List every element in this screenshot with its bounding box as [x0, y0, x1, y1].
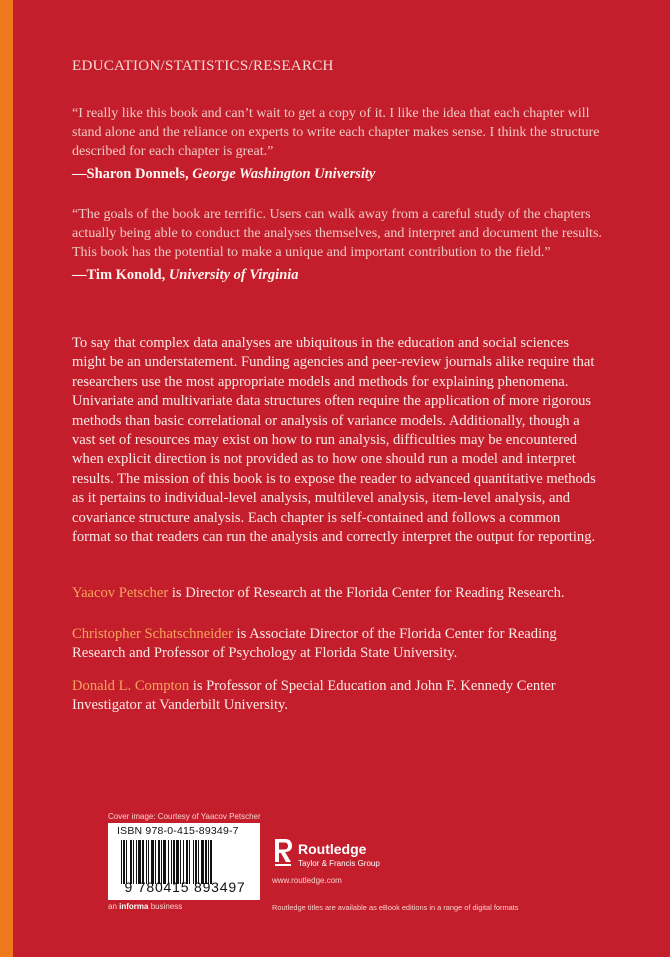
barcode-bar [126, 840, 127, 884]
barcode-bar [210, 840, 212, 884]
isbn-number: ISBN 978-0-415-89349-7 [117, 825, 239, 837]
informa-prefix: an [108, 902, 117, 911]
endorsement-quote [72, 205, 602, 285]
editor-name: Christopher Schatschneider [72, 626, 233, 642]
barcode-bar [176, 840, 179, 884]
editor-bio [72, 677, 612, 716]
barcode-bar [201, 840, 204, 884]
barcode-bar [171, 840, 172, 884]
editor-name: Yaacov Petscher [72, 585, 169, 601]
publisher-name: Routledge [298, 841, 367, 857]
barcode-bar [189, 840, 190, 884]
barcode-bar [163, 840, 166, 884]
editor-bio-text: is Director of Research at the Florida Center for Reading Research. [168, 585, 565, 601]
barcode-bar [121, 840, 122, 884]
quote-institution: George Washington University [192, 166, 376, 182]
barcode-bar [193, 840, 194, 884]
barcode-bar [133, 840, 134, 884]
endorsement-quote [72, 104, 602, 184]
barcode-bar [205, 840, 207, 884]
barcode-bar [173, 840, 175, 884]
spine-accent-strip [0, 0, 13, 957]
editor-name: Donald L. Compton [72, 678, 190, 694]
informa-business-tag [108, 902, 182, 911]
publisher-url[interactable]: www.routledge.com [272, 876, 342, 885]
cover-image-credit: Cover image: Courtesy of Yaacov Petscher [108, 812, 261, 821]
quote-author: —Tim Konold, [72, 267, 166, 283]
barcode-bar [146, 840, 147, 884]
barcode-bar [198, 840, 199, 884]
barcode-bars [121, 840, 247, 884]
quote-institution: University of Virginia [168, 267, 299, 283]
barcode-bar [161, 840, 162, 884]
routledge-logo-icon [272, 836, 294, 872]
quote-attribution [72, 266, 602, 285]
editor-bio [72, 625, 612, 664]
informa-suffix: business [150, 902, 183, 911]
category-label: EDUCATION/STATISTICS/RESEARCH [72, 58, 334, 74]
barcode-bar [183, 840, 184, 884]
quote-text: “I really like this book and can’t wait to get a copy of it. I like the idea that each chapter will stand alone and the reliance on experts to write each chapter makes sense. I think the structure described for each chapter is great.” [72, 106, 600, 159]
barcode-bar [130, 840, 132, 884]
barcode-bar [142, 840, 144, 884]
isbn-barcode [108, 823, 260, 900]
barcode-bar [123, 840, 125, 884]
quote-author: —Sharon Donnels, [72, 166, 189, 182]
barcode-bar [168, 840, 169, 884]
editor-bio-text: is Associate Director of the Florida Center for Reading Research and Professor of Psychology at Florida State University. [72, 626, 557, 662]
barcode-bar [151, 840, 154, 884]
barcode-bar [180, 840, 181, 884]
informa-logo-text: informa [119, 902, 149, 911]
editor-bio [72, 584, 612, 603]
barcode-bar [208, 840, 209, 884]
book-description: To say that complex data analyses are ubiquitous in the education and social sciences might be an understatement. Funding agencies and peer-review journals alike require that researchers use the most appropriate models and methods for explaining phenomena. Univariate and multivariate data structures often require the application of more rigorous methods than basic correlational or analysis of variance models. Additionally, though a vast set of resources may exist on how to run analysis, difficulties may be encountered when explicit direction is not provided as to how one should run a model and interpret results. The mission of this book is to expose the reader to advanced quantitative methods as it pertains to individual-level analysis, multilevel analysis, item-level analysis, and covariance structure analysis. Each chapter is self-contained and follows a common format so that readers can run the analysis and correctly interpret the output for reporting. [72, 335, 596, 546]
editor-bio-text: is Professor of Special Education and John F. Kennedy Center Investigator at Vanderbilt University. [72, 678, 556, 714]
barcode-bar [155, 840, 156, 884]
quote-text: “The goals of the book are terrific. Users can walk away from a careful study of the chapters actually being able to conduct the analyses themselves, and interpret and document the results. This book has the potential to make a unique and important contribution to the field.” [72, 207, 602, 260]
barcode-bar [158, 840, 160, 884]
barcode-bar [195, 840, 197, 884]
barcode-bar [138, 840, 141, 884]
barcode-bar [148, 840, 149, 884]
barcode-bar [186, 840, 188, 884]
quote-attribution [72, 165, 602, 184]
barcode-digits: 9 780415 893497 [124, 879, 246, 895]
ebook-availability-note: Routledge titles are available as eBook editions in a range of digital formats [272, 903, 519, 912]
barcode-bar [136, 840, 137, 884]
publisher-group: Taylor & Francis Group [298, 859, 380, 868]
